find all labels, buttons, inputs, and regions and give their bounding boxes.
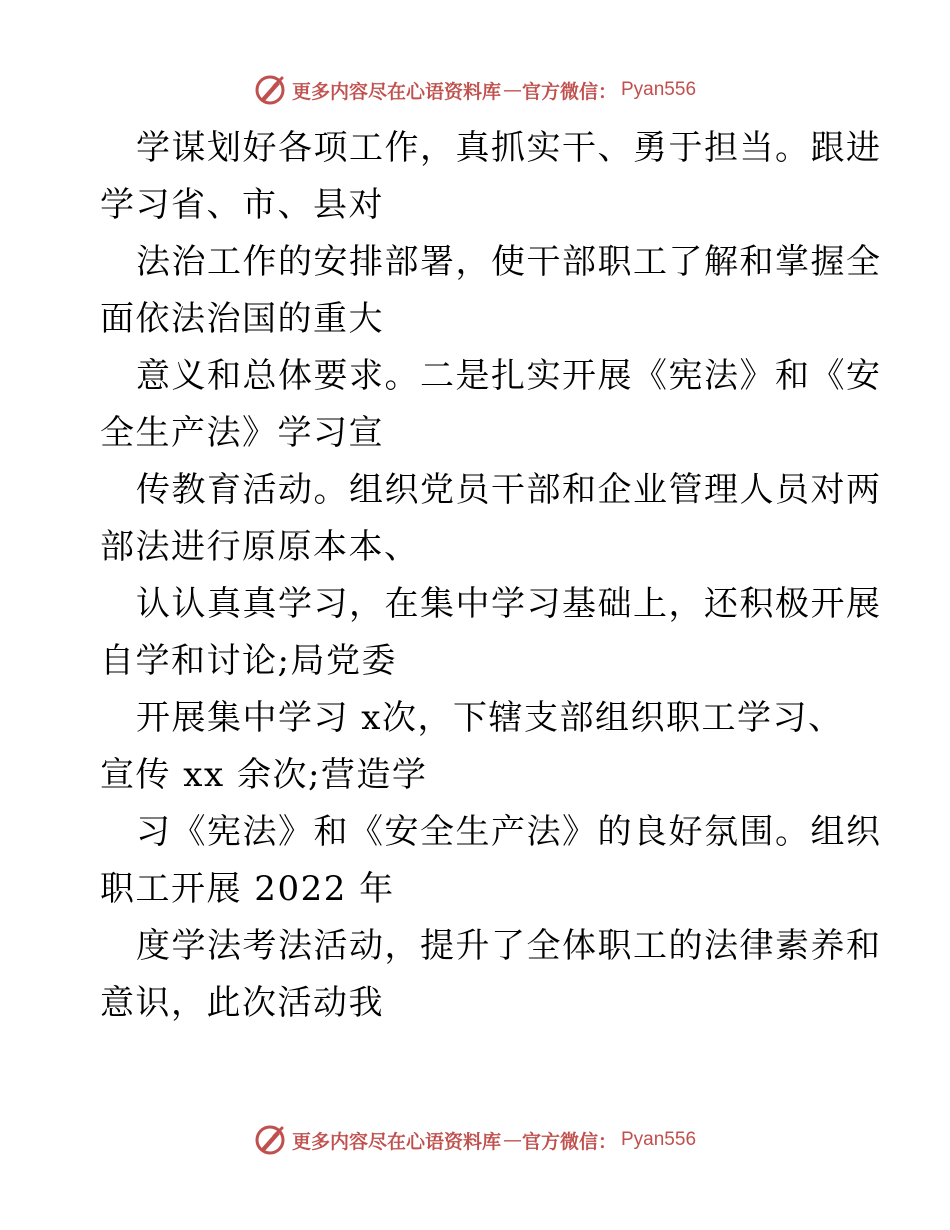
paragraph-line: 法治工作的安排部署，使干部职工了解和掌握全 bbox=[136, 242, 882, 282]
paragraph-line: 学谋划好各项工作，真抓实干、勇于担当。跟进 bbox=[136, 128, 882, 168]
paragraph-line: 认认真真学习，在集中学习基础上，还积极开展 bbox=[136, 584, 882, 624]
paragraph-line: 自学和讨论;局党委 bbox=[100, 641, 397, 681]
banner-wechat-label: 官方微信： bbox=[521, 80, 617, 103]
banner-dash: — bbox=[502, 79, 520, 101]
paragraph-line: 职工开展 2022 年 bbox=[100, 869, 395, 909]
paragraph-line: 习《宪法》和《安全生产法》的良好氛围。组织 bbox=[136, 812, 882, 852]
paragraph-line: 开展集中学习 x次，下辖支部组织职工学习、 bbox=[136, 698, 844, 738]
quill-pen-logo-icon bbox=[254, 1124, 286, 1156]
banner-wechat-label: 官方微信： bbox=[521, 1130, 617, 1153]
paragraph-line: 意识，此次活动我 bbox=[100, 983, 384, 1023]
paragraph-line: 宣传 xx 余次;营造学 bbox=[100, 755, 428, 795]
paragraph-line: 学习省、市、县对 bbox=[100, 185, 384, 225]
paragraph-line: 传教育活动。组织党员干部和企业管理人员对两 bbox=[136, 470, 882, 510]
paragraph-line: 全生产法》学习宣 bbox=[100, 413, 384, 453]
banner-dash: — bbox=[502, 1129, 520, 1151]
document-body bbox=[100, 120, 882, 1032]
banner-wechat-id: Pyan556 bbox=[621, 79, 697, 100]
paragraph-line: 部法进行原原本本、 bbox=[100, 527, 420, 567]
paragraph-line: 度学法考法活动，提升了全体职工的法律素养和 bbox=[136, 926, 882, 966]
paragraph-line: 意义和总体要求。二是扎实开展《宪法》和《安 bbox=[136, 356, 882, 396]
banner-site-text: 更多内容尽在心语资料库 bbox=[291, 80, 501, 103]
quill-pen-logo-icon bbox=[254, 74, 286, 106]
banner-site-text: 更多内容尽在心语资料库 bbox=[291, 1130, 501, 1153]
header-banner bbox=[0, 70, 950, 110]
banner-wechat-id: Pyan556 bbox=[621, 1129, 697, 1150]
footer-banner bbox=[0, 1120, 950, 1160]
paragraph-line: 面依法治国的重大 bbox=[100, 299, 384, 339]
